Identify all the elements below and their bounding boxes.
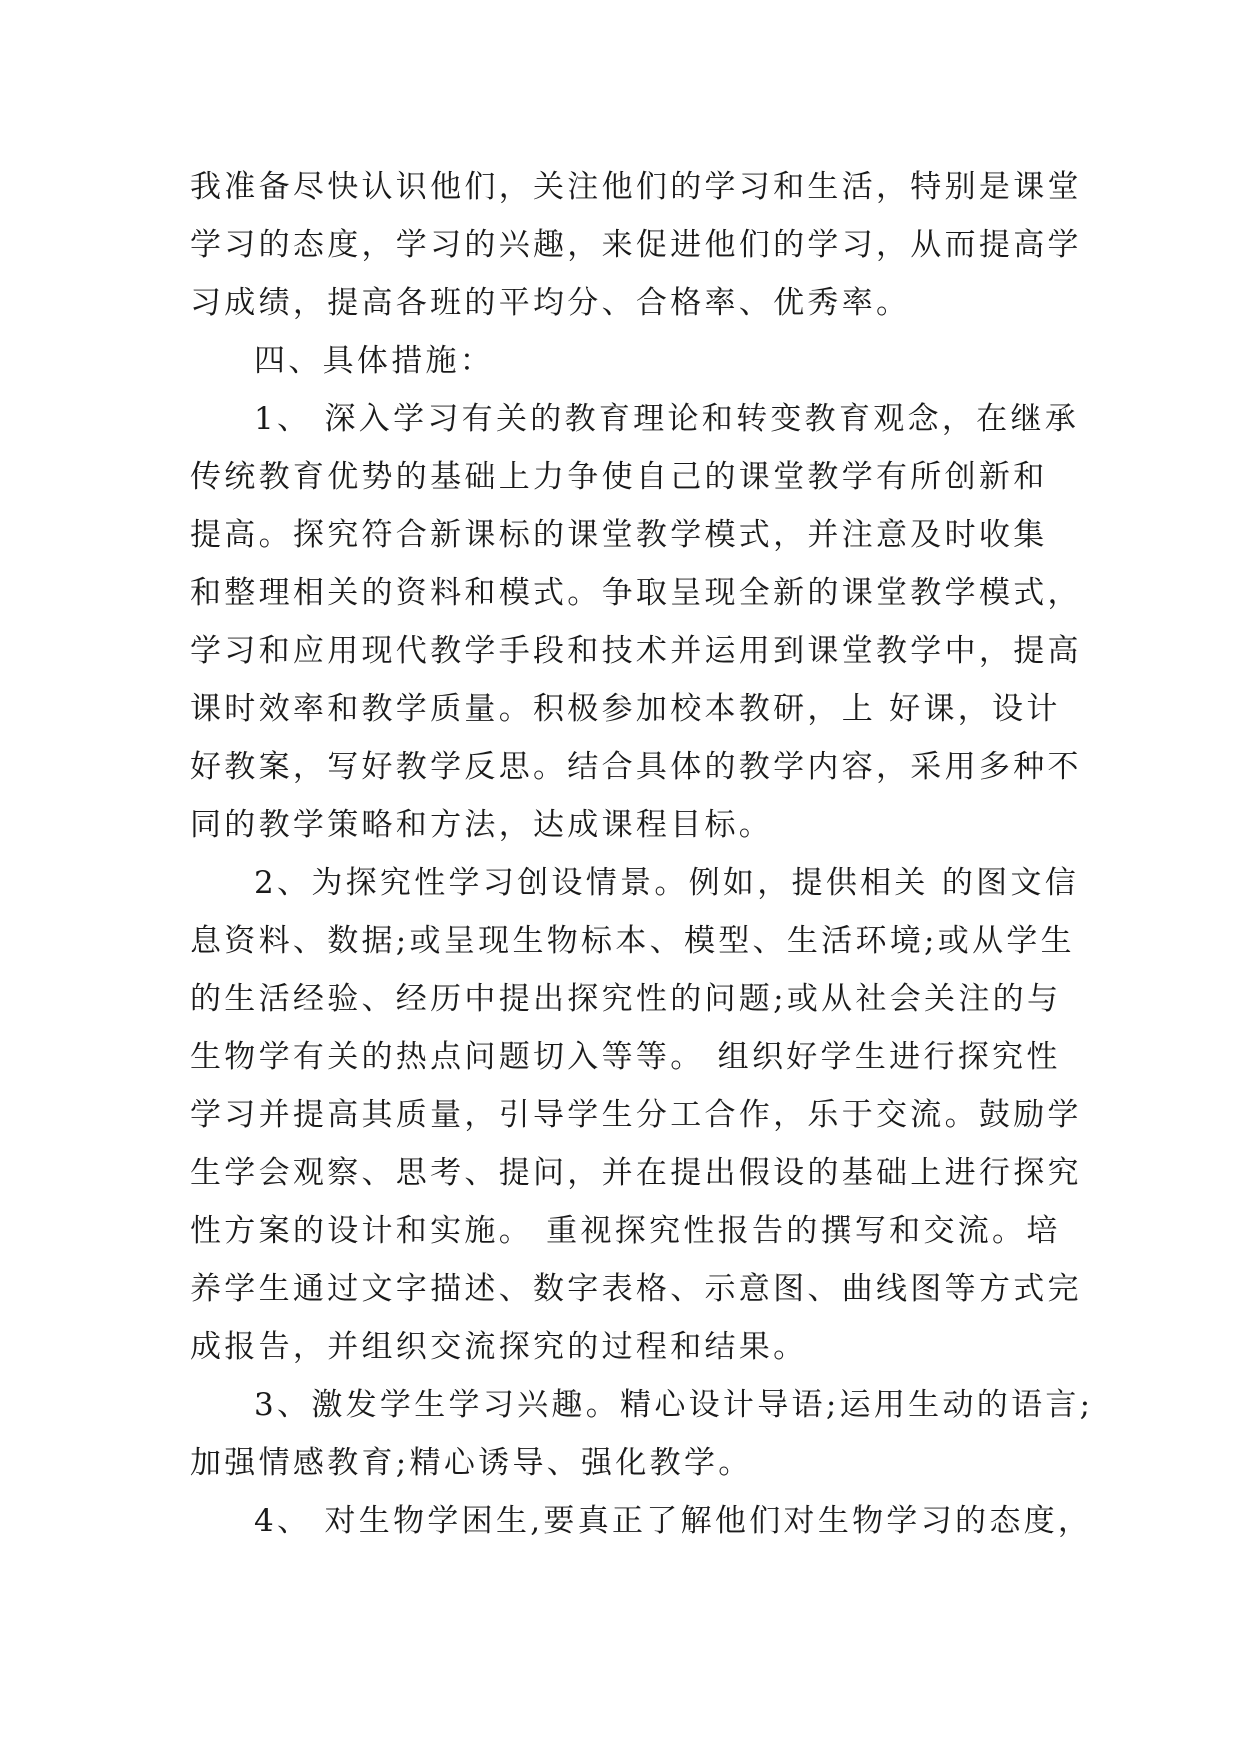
measure-2-line-6: 生学会观察、思考、提问，并在提出假设的基础上进行探究 <box>190 1155 1082 1191</box>
measure-3-line-1: 3、激发学生学习兴趣。精心设计导语;运用生动的语言; <box>254 1387 1094 1423</box>
measure-1-line-6: 课时效率和教学质量。积极参加校本教研，上 好课，设计 <box>190 691 1061 727</box>
measure-2-line-5: 学习并提高其质量，引导学生分工合作，乐于交流。鼓励学 <box>190 1097 1082 1133</box>
measure-2-line-1: 2、为探究性学习创设情景。例如，提供相关 的图文信 <box>254 865 1080 901</box>
text-line-3: 习成绩，提高各班的平均分、合格率、优秀率。 <box>190 285 911 321</box>
measure-1-line-5: 学习和应用现代教学手段和技术并运用到课堂教学中，提高 <box>190 633 1082 669</box>
measure-2-line-4: 生物学有关的热点问题切入等等。 组织好学生进行探究性 <box>190 1039 1061 1075</box>
measure-2-line-8: 养学生通过文字描述、数字表格、示意图、曲线图等方式完 <box>190 1271 1082 1307</box>
measure-2-line-2: 息资料、数据;或呈现生物标本、模型、生活环境;或从学生 <box>190 923 1075 959</box>
measure-1-line-7: 好教案，写好教学反思。结合具体的教学内容，采用多种不 <box>190 749 1082 785</box>
measure-1-line-4: 和整理相关的资料和模式。争取呈现全新的课堂教学模式， <box>190 575 1082 611</box>
measure-3-line-2: 加强情感教育;精心诱导、强化教学。 <box>190 1445 753 1481</box>
section-heading: 四、具体措施： <box>254 343 495 379</box>
measure-1-line-1: 1、 深入学习有关的教育理论和转变教育观念，在继承 <box>254 401 1080 437</box>
measure-2-line-3: 的生活经验、经历中提出探究性的问题;或从社会关注的与 <box>190 981 1062 1017</box>
measure-2-line-7: 性方案的设计和实施。 重视探究性报告的撰写和交流。培 <box>190 1213 1061 1249</box>
measure-2-line-9: 成报告，并组织交流探究的过程和结果。 <box>190 1329 808 1365</box>
measure-4-line-1: 4、 对生物学困生,要真正了解他们对生物学习的态度， <box>254 1503 1093 1539</box>
text-line-2: 学习的态度，学习的兴趣，来促进他们的学习，从而提高学 <box>190 227 1082 263</box>
measure-1-line-2: 传统教育优势的基础上力争使自己的课堂教学有所创新和 <box>190 459 1048 495</box>
document-page <box>190 158 1094 1550</box>
measure-1-line-3: 提高。探究符合新课标的课堂教学模式，并注意及时收集 <box>190 517 1048 553</box>
text-line-1: 我准备尽快认识他们，关注他们的学习和生活，特别是课堂 <box>190 169 1082 205</box>
measure-1-line-8: 同的教学策略和方法，达成课程目标。 <box>190 807 774 843</box>
